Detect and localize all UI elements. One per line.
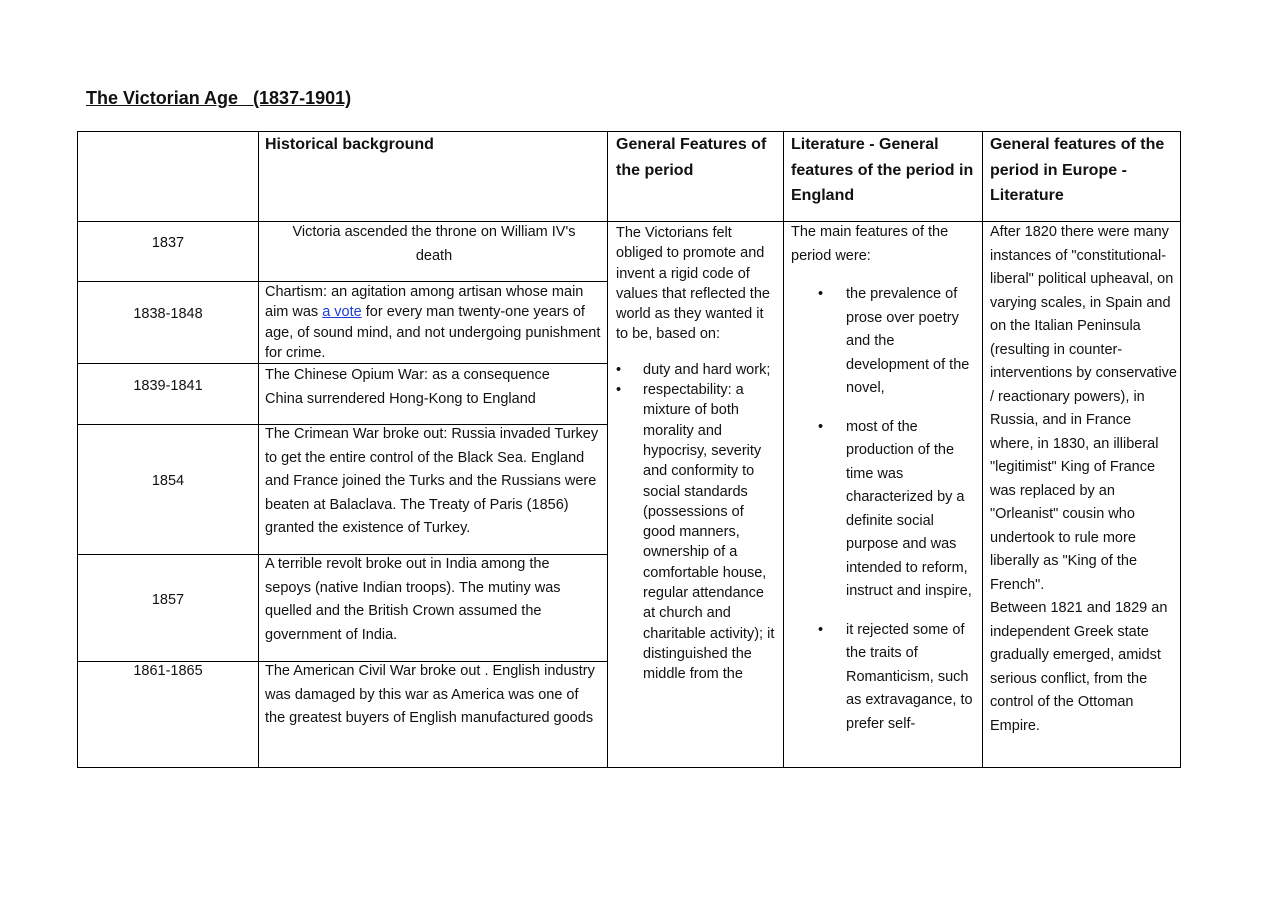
general-features-intro: The Victorians felt obliged to promote and invent a rigid code of values that reflected the world as they wanted it to be, based on: (616, 225, 770, 343)
europe-cell (990, 221, 1178, 738)
general-features-cell (616, 223, 778, 685)
year-cell: 1854 (151, 473, 185, 489)
event-cell: Victoria ascended the throne on William IV's death (292, 224, 576, 264)
year-cell: 1837 (151, 235, 185, 251)
a-vote-link[interactable]: a vote (322, 304, 362, 321)
event-cell: The Crimean War broke out: Russia invaded Turkey to get the entire control of the Black Sea. England and France joined the Turks and the Russians were beaten at Balaclava. The Treaty of Paris (1856) granted the existence of Turkey. (265, 426, 599, 536)
event-text: for every man twenty-one years of age, of sound mind, and not undergoing punishment for crime. (265, 304, 601, 361)
event-cell (265, 282, 605, 363)
year-cell: 1839-1841 (133, 378, 203, 394)
list-item: • most of the production of the time was characterized by a definite social purpose and was intended to reform, instruct and inspire, (791, 416, 981, 604)
page-title: The Victorian Age (1837-1901) (86, 88, 352, 108)
literature-features-list (791, 283, 981, 736)
header-general-features: General Features of the period (616, 136, 767, 179)
year-cell: 1838-1848 (133, 306, 203, 322)
event-cell: The American Civil War broke out . English industry was damaged by this war as America was one of the greatest buyers of English manufactured goods (265, 663, 595, 726)
header-literature-england: Literature - General features of the period in England (791, 136, 974, 204)
year-cell: 1861-1865 (133, 663, 203, 679)
event-cell: The Chinese Opium War: as a consequence China surrendered Hong-Kong to England (265, 367, 550, 407)
event-text: Chartism: an agitation among artisan whose main aim was (265, 284, 584, 321)
column-divider (783, 132, 784, 767)
header-historical-background: Historical background (265, 136, 434, 153)
column-divider (607, 132, 608, 767)
column-divider (982, 132, 983, 767)
literature-england-cell (791, 221, 981, 736)
europe-paragraph: Between 1821 and 1829 an independent Greek state gradually emerged, amidst serious conflict, from the control of the Ottoman Empire. (990, 600, 1168, 734)
list-item: • respectability: a mixture of both morality and hypocrisy, severity and conformity to social standards (possessions of good manners, ownership of a comfortable house, regular attendance at church and charitable activity); it distinguished the middle from the (616, 380, 778, 684)
general-features-list (616, 360, 778, 685)
column-divider (258, 132, 259, 767)
literature-intro: The main features of the period were: (791, 224, 949, 264)
year-cell: 1857 (151, 592, 185, 608)
list-item: • the prevalence of prose over poetry and the development of the novel, (791, 283, 981, 401)
header-europe-literature: General features of the period in Europe - Literature (990, 136, 1165, 204)
europe-paragraph: After 1820 there were many instances of "constitutional-liberal" political upheaval, on varying scales, in Spain and on the Italian Peninsula (resulting in counter-interventions by conservative / reactionary powers), in Russia, and in France where, in 1830, an illiberal "legitimist" King of France was replaced by an "Orleanist" cousin who undertook to rule more liberally as "King of the French". (990, 224, 1177, 593)
event-cell: A terrible revolt broke out in India among the sepoys (native Indian troops). The mutiny was quelled and the British Crown assumed the government of India. (265, 556, 561, 643)
list-item: • it rejected some of the traits of Romanticism, such as extravagance, to prefer self- (791, 619, 981, 737)
list-item: • duty and hard work; (616, 360, 778, 380)
victorian-age-table (77, 131, 1181, 768)
